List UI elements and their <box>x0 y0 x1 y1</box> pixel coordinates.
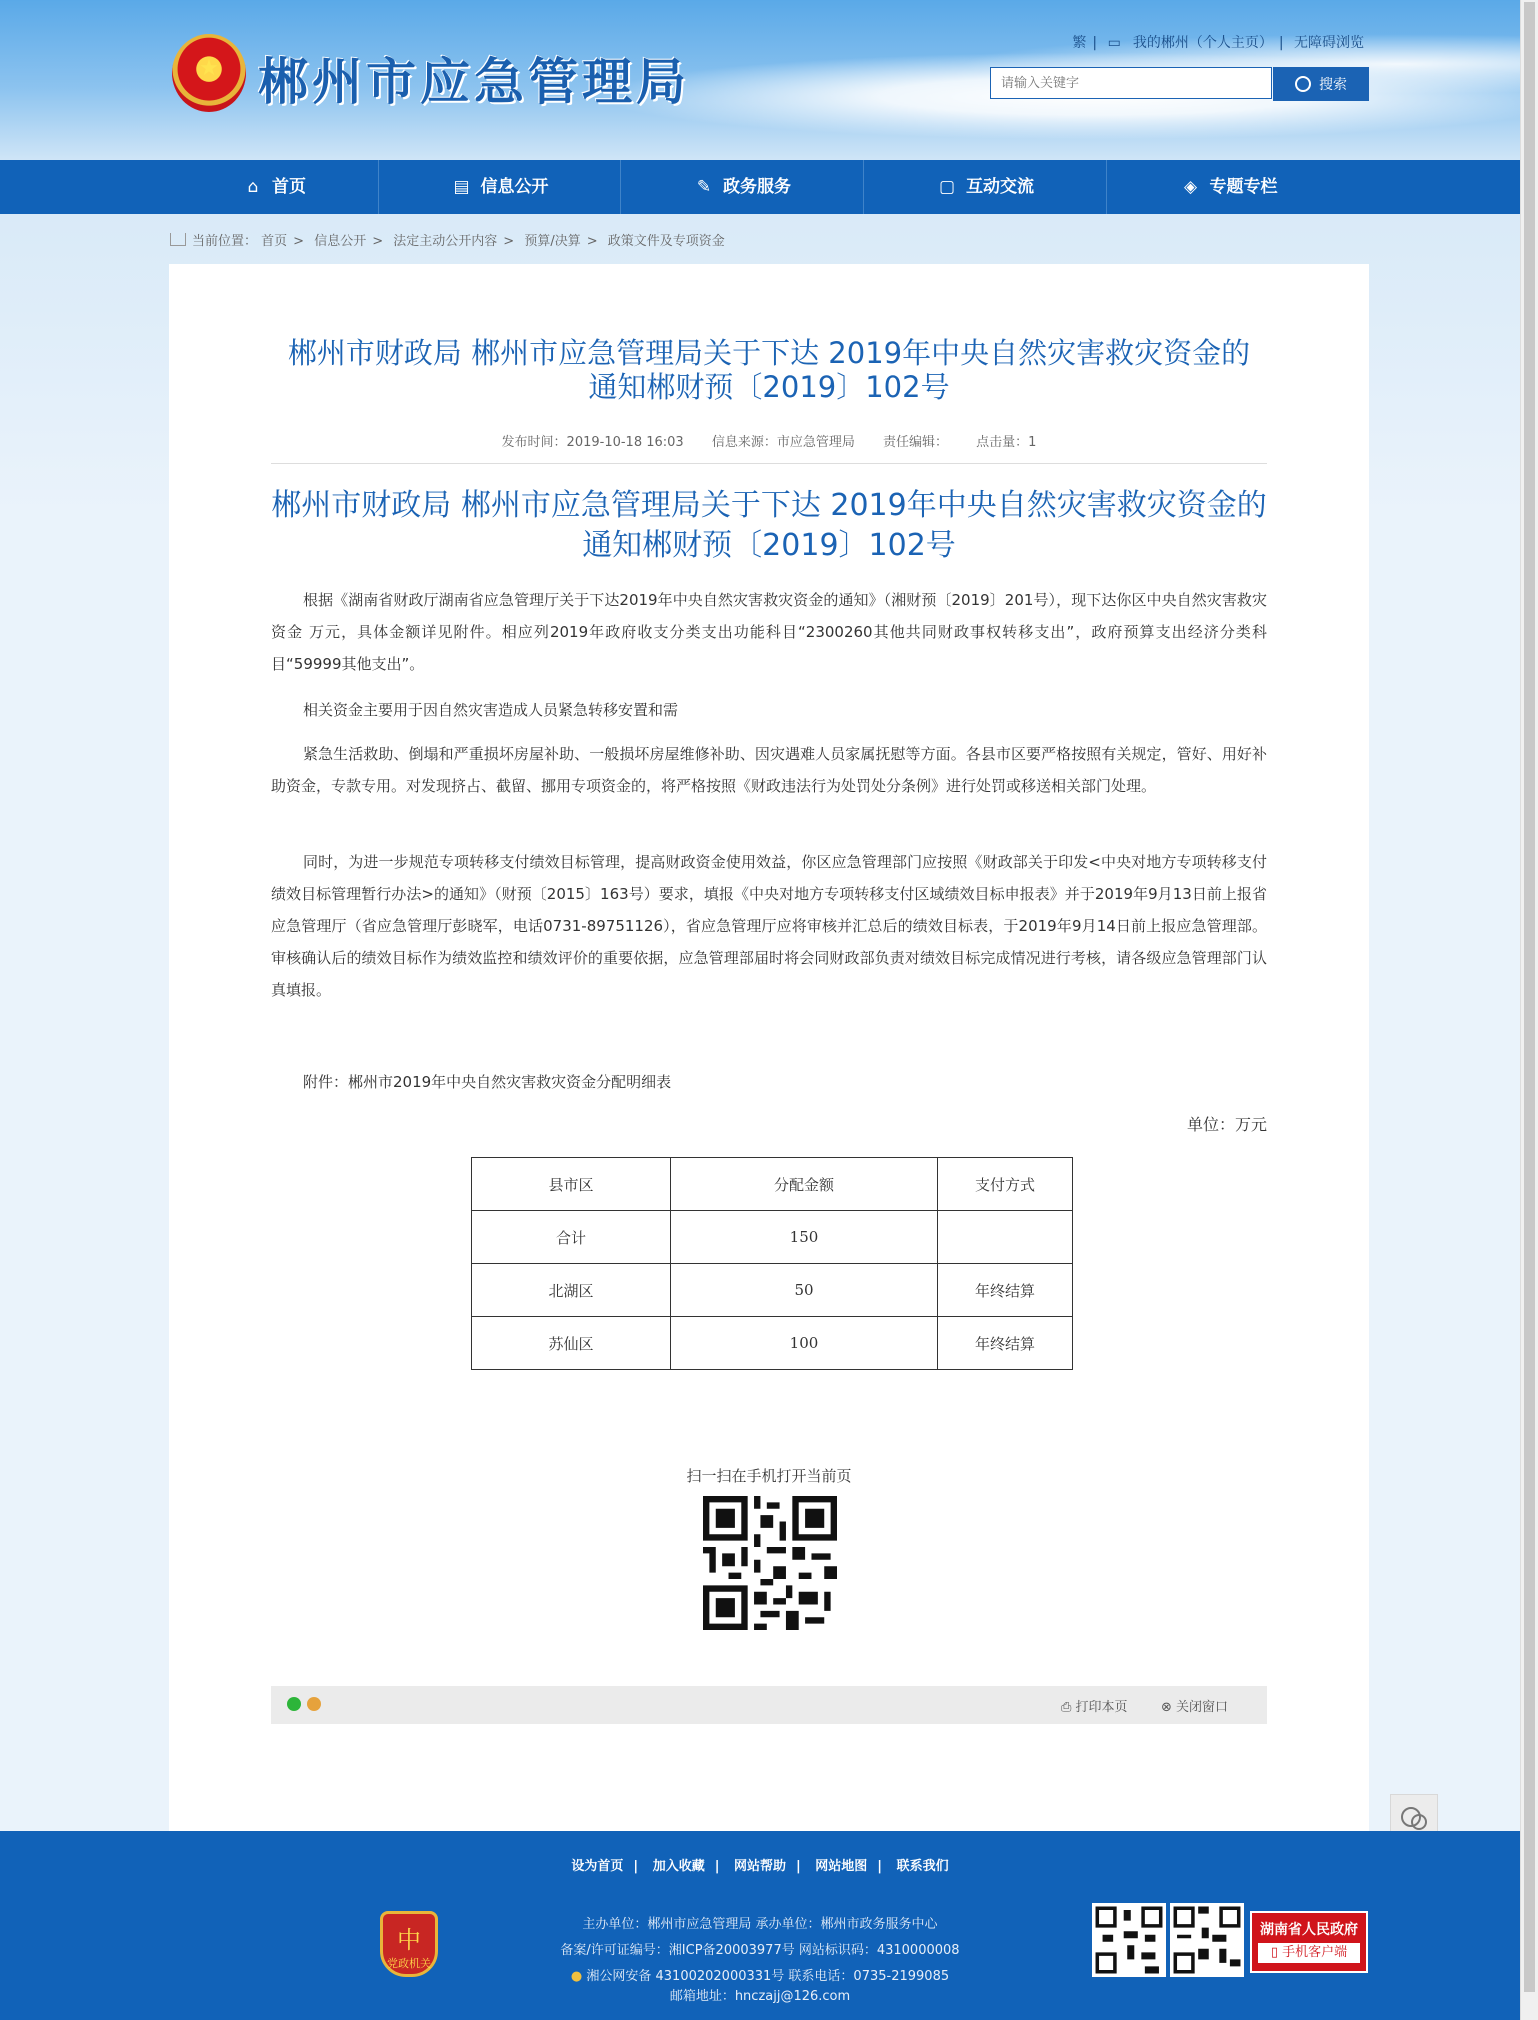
table-header-cell: 支付方式 <box>938 1158 1073 1211</box>
nav-item-interaction[interactable] <box>864 160 1107 214</box>
hunan-gov-label: 湖南省人民政府 <box>1260 1922 1358 1938</box>
nav-item-home[interactable] <box>170 160 379 214</box>
body-title <box>269 486 1269 566</box>
table-cell: 合计 <box>472 1211 671 1264</box>
info-source: 信息来源：市应急管理局 <box>711 435 855 450</box>
search-input[interactable] <box>990 67 1272 99</box>
table-cell: 年终结算 <box>938 1317 1073 1370</box>
body-title-line: 通知郴财预〔2019〕102号 <box>582 528 956 563</box>
nav-item-info-public[interactable] <box>379 160 621 214</box>
footer-qr-code <box>1092 1903 1166 1977</box>
nav-item-special-topics[interactable] <box>1107 160 1350 214</box>
layers-icon: ◈ <box>1183 177 1198 197</box>
print-label: 打印本页 <box>1075 1700 1128 1715</box>
traditional-chinese-link[interactable]: 繁 <box>1072 35 1087 51</box>
breadcrumb-item[interactable]: 预算/决算 <box>524 234 581 249</box>
nav-item-gov-service[interactable] <box>621 160 864 214</box>
chat-icon: ▢ <box>938 177 956 197</box>
mobile-client-text: 手机客户端 <box>1282 1945 1348 1960</box>
police-badge-icon: ● <box>570 1969 587 1984</box>
emblem-star: ★ <box>199 56 219 81</box>
table-header-cell: 分配金额 <box>671 1158 938 1211</box>
footer-sponsor: 主办单位：郴州市应急管理局 承办单位：郴州市政务服务中心 <box>582 1917 938 1932</box>
top-links: 繁 | ▭ 我的郴州（个人主页） | 无障碍浏览 <box>1072 35 1364 51</box>
attachment-note: 附件：郴州市2019年中央自然灾害救灾资金分配明细表 <box>303 1073 672 1091</box>
footer-icp: 备案/许可证编号：湘ICP备20003977号 网站标识码：4310000008 <box>560 1943 960 1958</box>
wechat-share-icon[interactable] <box>287 1697 301 1711</box>
close-icon: ⊗ <box>1161 1700 1177 1715</box>
breadcrumb-item[interactable]: 首页 <box>261 234 288 249</box>
main-nav <box>0 160 1520 214</box>
site-title[interactable]: 郴州市应急管理局 <box>258 53 690 111</box>
click-count: 点击量：1 <box>976 435 1037 450</box>
table-header-cell: 县市区 <box>472 1158 671 1211</box>
page-qr-code <box>703 1496 837 1630</box>
article-title-line: 通知郴财预〔2019〕102号 <box>588 370 950 404</box>
home-icon <box>170 233 186 246</box>
nav-item-label: 专题专栏 <box>1209 177 1278 197</box>
home-icon: ⌂ <box>247 177 259 197</box>
table-cell: 50 <box>671 1264 938 1317</box>
badge-text: 党政机关 <box>387 1957 431 1970</box>
my-chenzhou-link[interactable]: 我的郴州（个人主页） <box>1132 35 1273 51</box>
edit-icon: ✎ <box>696 177 712 197</box>
footer-qr-code <box>1170 1903 1244 1977</box>
footer-links: 设为首页 | 加入收藏 | 网站帮助 | 网站地图 | 联系我们 <box>571 1859 949 1874</box>
search-button[interactable] <box>1273 67 1369 101</box>
site-header <box>0 0 1520 160</box>
paragraph: 相关资金主要用于因自然灾害造成人员紧急转移安置和需 <box>303 701 679 719</box>
site-footer <box>0 1831 1520 2020</box>
body-title-line: 郴州市财政局 郴州市应急管理局关于下达 2019年中央自然灾害救灾资金的 <box>271 488 1267 523</box>
scrollbar[interactable] <box>1520 0 1538 2020</box>
article-title-line: 郴州市财政局 郴州市应急管理局关于下达 2019年中央自然灾害救灾资金的 <box>287 336 1251 370</box>
nav-item-label: 信息公开 <box>480 177 549 197</box>
table-cell: 100 <box>671 1317 938 1370</box>
breadcrumb-prefix: 当前位置： <box>192 234 258 249</box>
table-row <box>472 1211 1073 1264</box>
print-button[interactable] <box>1061 1696 1128 1715</box>
paragraph: 根据《湖南省财政厅湖南省应急管理厅关于下达2019年中央自然灾害救灾资金的通知》（湘财预〔2019〕201号），现下达你区中央自然灾害救灾资金 万元，具体金额详见附件。相应列2019年政府收支分类支出功能科目“2300260其他共同财政事权转移支出”，政府预算支出经济分类科目“59999其他支出”。 <box>271 591 1267 673</box>
phone-icon: ▯ <box>1270 1945 1283 1960</box>
national-emblem-icon <box>172 34 246 112</box>
weibo-share-icon[interactable] <box>307 1697 321 1711</box>
footer-link-help[interactable]: 网站帮助 <box>733 1859 786 1874</box>
printer-icon: ⎙ <box>1061 1700 1076 1715</box>
badge-glyph: 中 <box>397 1926 421 1954</box>
accessibility-link[interactable]: 无障碍浏览 <box>1294 35 1364 51</box>
scrollbar-thumb[interactable] <box>1524 2 1535 1992</box>
footer-police-text: 湘公网安备 43100202000331号 联系电话：0735-2199085 <box>586 1969 950 1984</box>
table-cell <box>938 1211 1073 1264</box>
monitor-icon: ▭ <box>1107 35 1121 51</box>
breadcrumb-item[interactable]: 法定主动公开内容 <box>393 234 498 249</box>
footer-link-sitemap[interactable]: 网站地图 <box>815 1859 868 1874</box>
publish-time: 发布时间：2019-10-18 16:03 <box>501 435 684 450</box>
article-title <box>269 336 1269 404</box>
paragraph: 紧急生活救助、倒塌和严重损坏房屋补助、一般损坏房屋维修补助、因灾遇难人员家属抚慰等方面。各县市区要严格按照有关规定，管好、用好补助资金，专款专用。对发现挤占、截留、挪用专项资金的，将严格按照《财政违法行为处罚处分条例》进行处罚或移送相关部门处理。 <box>271 745 1267 795</box>
qr-caption: 扫一扫在手机打开当前页 <box>686 1467 852 1485</box>
close-label: 关闭窗口 <box>1176 1700 1229 1715</box>
search-icon <box>1295 76 1311 92</box>
nav-item-label: 首页 <box>272 177 306 197</box>
table-cell: 北湖区 <box>472 1264 671 1317</box>
table-row <box>472 1264 1073 1317</box>
breadcrumb-item[interactable]: 信息公开 <box>314 234 367 249</box>
article-meta <box>269 431 1269 450</box>
footer-link-contact[interactable]: 联系我们 <box>896 1859 949 1874</box>
divider <box>271 463 1267 464</box>
hunan-gov-app-link[interactable] <box>1250 1911 1368 1973</box>
search-button-label: 搜索 <box>1319 77 1347 93</box>
editor: 责任编辑： <box>883 435 949 450</box>
footer-link-favorite[interactable]: 加入收藏 <box>652 1859 705 1874</box>
allocation-table <box>471 1157 1073 1370</box>
table-cell: 苏仙区 <box>472 1317 671 1370</box>
nav-item-label: 政务服务 <box>723 177 791 197</box>
unit-label: 单位：万元 <box>1186 1115 1267 1134</box>
breadcrumb-item[interactable]: 政策文件及专项资金 <box>607 234 725 249</box>
paragraph: 同时，为进一步规范专项转移支付绩效目标管理，提高财政资金使用效益，你区应急管理部门应按照《财政部关于印发<中央对地方专项转移支付绩效目标管理暂行办法>的通知》（财预〔2015〕163号）要求，填报《中央对地方专项转移支付区域绩效目标申报表》并于2019年9月13日前上报省应急管理厅（省应急管理厅彭晓军，电话0731-89751126），省应急管理厅应将审核并汇总后的绩效目标表，于2019年9月14日前上报应急管理部。审核确认后的绩效目标作为绩效监控和绩效评价的重要依据，应急管理部届时将会同财政部负责对绩效目标完成情况进行考核，请各级应急管理部门认真填报。 <box>271 853 1267 999</box>
article-container <box>169 264 1369 1831</box>
share-bar <box>271 1686 1267 1724</box>
table-cell: 年终结算 <box>938 1264 1073 1317</box>
footer-link-home[interactable]: 设为首页 <box>571 1859 624 1874</box>
table-header-row <box>472 1158 1073 1211</box>
table-cell: 150 <box>671 1211 938 1264</box>
close-window-button[interactable] <box>1161 1696 1228 1715</box>
document-icon: ▤ <box>453 177 470 197</box>
mobile-client-label <box>1258 1943 1360 1963</box>
nav-item-label: 互动交流 <box>966 177 1034 197</box>
table-row <box>472 1317 1073 1370</box>
footer-email: 邮箱地址：hnczajj@126.com <box>669 1989 851 2004</box>
breadcrumb: 当前位置： 首页 > 信息公开 > 法定主动公开内容 > 预算/决算 > 政策文件及专项资金 <box>170 230 725 249</box>
